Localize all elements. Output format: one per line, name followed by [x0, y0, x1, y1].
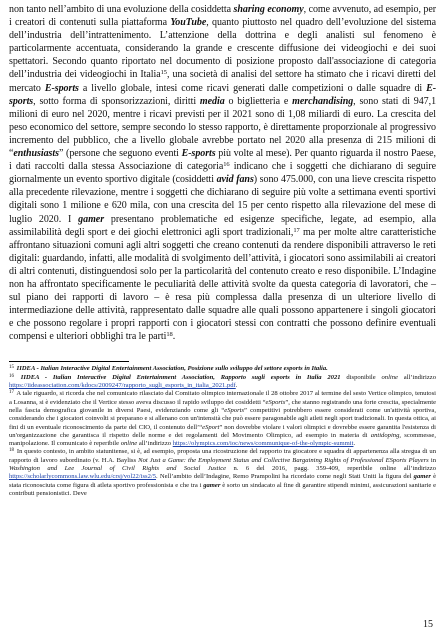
- footnote-text: online: [381, 373, 398, 381]
- emphasis: YouTube: [170, 17, 207, 29]
- body-paragraph: [9, 3, 436, 343]
- footnote-separator: [9, 361, 129, 362]
- page-number: 15: [423, 619, 433, 630]
- footnote-15: [9, 365, 436, 373]
- footnote-emphasis: gamer: [413, 473, 431, 481]
- footnote-text: è sorto un sindacato al fine di garantire stipendi minimi, assicurazioni sanitarie e contributi pensionistici. Deve: [9, 481, 436, 497]
- footnote-text: ”, che stanno registrando una forte crescita, specialmente nella fascia demografica giovanile in diversi Paesi, evidenziando come gli “: [9, 398, 437, 414]
- footnote-18-link[interactable]: https://scholarlycommons.law.wlu.edu/crsj/vol22/iss2/5: [9, 473, 157, 481]
- footnote-text: all’indirizzo: [137, 440, 173, 448]
- footnote-ref-18[interactable]: 18: [166, 331, 173, 339]
- footnote-text: è stata riconosciuta come figura di atleta sportivo professionista e che tra i: [9, 473, 437, 489]
- emphasis: merchandising: [292, 95, 354, 107]
- text-run: , sotto forma di sponsorizzazioni, diritti: [33, 95, 197, 107]
- emphasis: media: [199, 95, 225, 107]
- text-run: a livello globale, intesi come ricavi generati dalle competizioni o dalle squadre di: [78, 82, 423, 94]
- footnote-emphasis: online: [120, 440, 138, 448]
- footnote-18: [9, 448, 436, 498]
- text-run: , quanto piuttosto nel quadro dell’evoluzione del sistema dell’industria dell’intrattenimento. L’attenzione della dottrina e degli analisti sul fenomeno è particolarmente accentuata, considerando la grande e crescente diffusione dei videogiochi e dei suoi spettatori. Secondo quanto riportato nel documento di posizione proposto dall'associazione di categoria dell’industria dei videogiochi in Italia: [9, 17, 436, 81]
- emphasis: gamer: [78, 213, 105, 225]
- text-run: .: [172, 331, 176, 343]
- emphasis: sharing economy: [233, 4, 304, 15]
- footnote-emphasis: eSport: [202, 423, 220, 431]
- text-run: ) sono 475.000, con una lieve crescita rispetto alla precedente rilevazione, mentre i soggetti che dichiarano di seguire più volte a settimana eventi sportivi digitali sono 1 milione e 620 mila, con una crescita del 15 per cento rispetto alla rilevazione del mese di luglio 2020. I: [9, 174, 436, 225]
- text-run: più volte al mese). Per quanto riguarda il nostro Paese, i dati raccolti dalla stessa Associazione di categoria: [9, 148, 436, 173]
- footnote-emphasis: Not Just a Game: the Employment Status and Collective Bargaining Rights of Professional ESports Players: [138, 456, 429, 464]
- footnote-ref-15[interactable]: 15: [160, 69, 168, 77]
- text-run: ” (persone che seguono eventi: [58, 148, 179, 160]
- text-run: ma per molte altre caratteristiche affrontano situazioni comuni agli altri soggetti che creano contenuti da rendere disponibili attraverso le reti digitali: guardando, infatti, alle modalità di svolgimento dell’attività, i giocatori sono assimilabili ai creatori di altri contenuti, distinguendosi solo per la particolarità del contenuto creato e reso disponibile. L’Indagine non ha affrontato specificamente le peculiarità delle attività svolte da questa categoria di lavoratori, che – sul piano dei rapporti di lavoro – è resa più complessa dalla presenza di un ulteriore livello di intermediazione delle attività, rappresentato dalle squadre alle quali possono appartenere i singoli giocatori e che possono regolare i propri rapporti con i giocatori stessi con contratti che possono definire eventuali compensi e ulteriori obblighi tra le parti: [9, 226, 436, 343]
- text-run: presentano problematiche ed esigenze specifiche, legate, ad esempio, alla assimilabilità degli sport e dei giochi elettronici agli sport tradizionali,: [9, 213, 437, 238]
- emphasis: avid fans: [216, 174, 254, 186]
- footnote-emphasis: gamer: [203, 481, 221, 489]
- emphasis: E-sports: [181, 148, 216, 160]
- footnote-text: ” competitivi potrebbero essere considerati come un'attività sportiva, considerando che i giocatori coinvolti si preparano e si allenano con un'intensità che può essere paragonabile agli atleti negli sport tradizionali. In questa ottica, ai fini di un eventuale riconoscimento da parte del CIO, il contenuto dell’“: [9, 406, 437, 431]
- footnote-text: .: [353, 440, 356, 448]
- text-run: non tanto nell’ambito di una evoluzione della cosiddetta: [9, 4, 232, 15]
- footnote-text: IIDEA - Italian Interactive Digital Entertainment Association, Posizione sullo sviluppo del settore esports in Italia.: [15, 365, 328, 373]
- text-run: o biglietteria e: [224, 95, 289, 107]
- footnote-text: .: [235, 382, 238, 390]
- footnote-number: 16: [9, 373, 14, 379]
- footnote-number: 15: [9, 365, 14, 371]
- footnote-17-link[interactable]: https://olympics.com/ioc/news/communique-of-the-olympic-summit: [172, 440, 354, 448]
- footnote-16-link[interactable]: https://iideassociation.com/kdocs/2009247/rapporto_sugli_esports_in_italia_2021.pdf: [9, 382, 236, 390]
- footnote-emphasis: antidoping: [370, 431, 400, 439]
- footnote-17: [9, 390, 436, 448]
- emphasis: E-sports: [9, 82, 437, 107]
- footnote-text: disponibile: [340, 373, 382, 381]
- footnote-text: ” non dovrebbe violare i valori olimpici e dovrebbe essere garantita l'esistenza di un'organizzazione che garantisca il rispetto delle norme e dei regolamenti del Movimento Olimpico, ad esempio in materia di: [9, 423, 436, 439]
- footnote-number: 18: [9, 448, 14, 454]
- text-run: , come avvenuto, ad esempio, per i creatori di contenuti sulla piattaforma: [9, 4, 437, 29]
- footnote-text: , scommesse, manipolazione. Il comunicato è reperibile: [9, 431, 436, 448]
- footnote-emphasis: eSports: [265, 398, 286, 406]
- footnote-text: . Nell’ambito dell’Indagine, Remo Prampolini ha ricordato come negli Stati Uniti la figura del: [156, 473, 414, 481]
- emphasis: E-sports: [44, 82, 79, 94]
- footnote-text: In questo contesto, in ambito statunitense, si è, ad esempio, proposta una ricostruzione del rapporto tra giocatore e squadra di appartenenza alla stregua di un rapporto di lavoro subordinato (v. H.A. Bayliss: [9, 448, 436, 464]
- footnote-ref-17[interactable]: 17: [293, 226, 300, 234]
- footnote-emphasis: eSports: [224, 406, 245, 414]
- emphasis: enthusiasts: [13, 148, 59, 160]
- text-run: indicano che i soggetti che dichiarano di seguire giornalmente un evento sportivo digitale (cosiddetti: [9, 161, 436, 186]
- footnote-text: in: [428, 456, 436, 464]
- footnote-text: A tale riguardo, si ricorda che nel comunicato rilasciato dal Comitato olimpico internazionale il 28 ottobre 2017 al termine del sesto Vertice olimpico, tenutosi a Losanna, si è evidenziato che il Vertice stesso aveva discusso il rapido sviluppo dei cosiddetti “: [9, 390, 436, 406]
- text-run: , una società di analisi del settore ha stimato che i ricavi diretti del mercato: [9, 69, 436, 94]
- footnote-emphasis: Washington and Lee Journal of Civil Rights and Social Justice: [9, 465, 227, 472]
- footnote-text: IIDEA - Italian Interactive Digital Entertainment Association, Rapporto sugli esports in Italia 2021: [15, 373, 341, 381]
- footnote-text: n. 6 del 2016, pagg. 359-409, reperibile online all’indirizzo: [226, 465, 437, 472]
- footnotes: [9, 365, 436, 498]
- footnote-text: all’indirizzo: [397, 373, 436, 381]
- footnote-number: 17: [9, 390, 14, 396]
- footnote-ref-16[interactable]: 16: [223, 161, 230, 169]
- footnote-16: [9, 374, 436, 391]
- text-run: , sono stati di 947,1 milioni di euro nel 2020, mentre i ricavi previsti per il 2021 sono di 1,08 miliardi di euro. La crescita del peso economico del settore, sempre secondo lo stesso rapporto, è direttamente proporzionale al progressivo incremento del pubblico, che a livello globale avrebbe portato nel 2020 alla presenza di 215 milioni di “: [9, 95, 437, 160]
